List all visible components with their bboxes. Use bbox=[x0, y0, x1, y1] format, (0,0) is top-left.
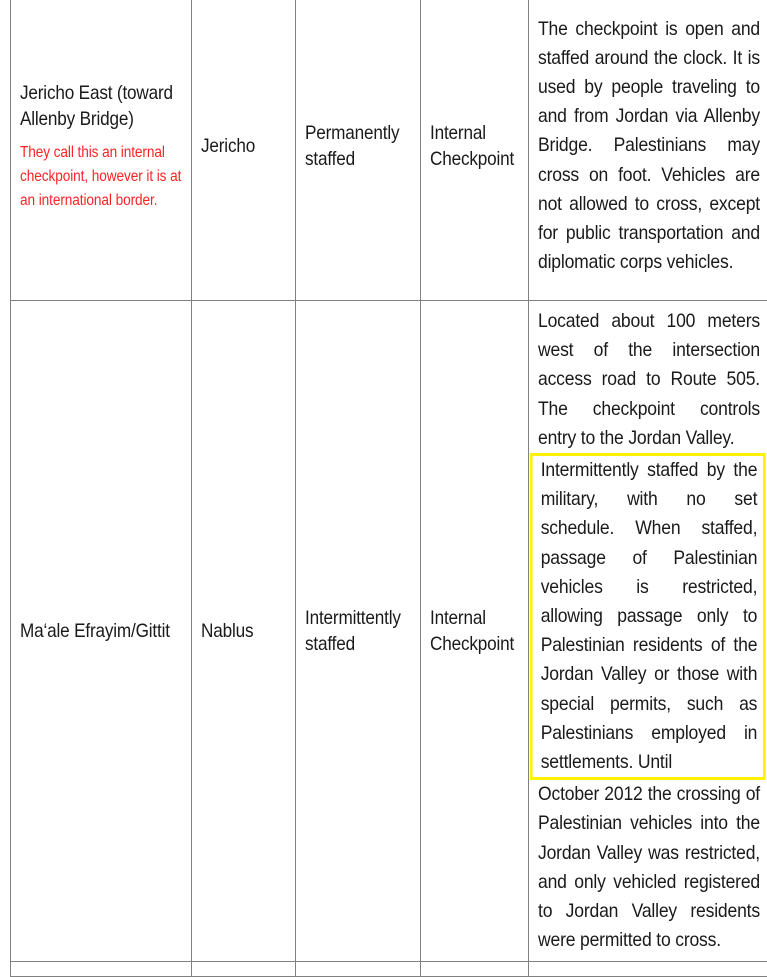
checkpoint-name-annotation: They call this an internal checkpoint, however it is at an international border. bbox=[20, 141, 183, 213]
cell-name-partial bbox=[11, 962, 192, 977]
checkpoint-name-text: Jericho East (toward Allenby Bridge) bbox=[20, 82, 173, 130]
description-text-after-highlight: October 2012 the crossing of Palestinian vehicles into the Jordan Valley was restricted, and only vehicled registered to Jordan Valley residents were permitted to cross. bbox=[538, 780, 760, 955]
cell-description bbox=[529, 0, 767, 301]
cell-checkpoint-name bbox=[11, 0, 192, 301]
cell-district bbox=[192, 301, 296, 962]
table-row-partial-bottom bbox=[11, 962, 767, 977]
cell-staffing bbox=[296, 301, 421, 962]
cell-type bbox=[421, 0, 529, 301]
cell-description-partial bbox=[529, 962, 767, 977]
staffing-text: Intermittently staffed bbox=[305, 605, 412, 657]
cell-district-partial bbox=[192, 962, 296, 977]
type-text: Internal Checkpoint bbox=[430, 120, 520, 172]
type-text: Internal Checkpoint bbox=[430, 605, 520, 657]
district-text: Jericho bbox=[201, 133, 288, 159]
cell-staffing bbox=[296, 0, 421, 301]
description-text: The checkpoint is open and staffed around the clock. It is used by people traveling to and from Jordan via Allenby Bridge. Palestinians may cross on foot. Vehicles are not allowed to cross, except for public transportation and diplomatic corps vehicles. bbox=[538, 15, 760, 278]
table-row bbox=[11, 301, 767, 962]
highlighted-description-text: Intermittently staffed by the military, with no set schedule. When staffed, passage of Palestinian vehicles is restricted, allowing passage only to Palestinian residents of the Jordan Valley or those with special permits, such as Palestinians employed in settlements. Until bbox=[530, 453, 765, 780]
cell-district bbox=[192, 0, 296, 301]
table-row bbox=[11, 0, 767, 301]
checkpoints-table bbox=[10, 0, 767, 977]
cell-checkpoint-name bbox=[11, 301, 192, 962]
description-text-before-highlight: Located about 100 meters west of the intersection access road to Route 505. The checkpoint controls entry to the Jordan Valley. bbox=[538, 307, 760, 453]
staffing-text: Permanently staffed bbox=[305, 120, 412, 172]
cell-type bbox=[421, 301, 529, 962]
district-text: Nablus bbox=[201, 618, 288, 644]
checkpoint-name-text: Ma‘ale Efrayim/Gittit bbox=[20, 618, 183, 644]
cell-type-partial bbox=[421, 962, 529, 977]
cell-staffing-partial bbox=[296, 962, 421, 977]
cell-description bbox=[529, 301, 767, 962]
